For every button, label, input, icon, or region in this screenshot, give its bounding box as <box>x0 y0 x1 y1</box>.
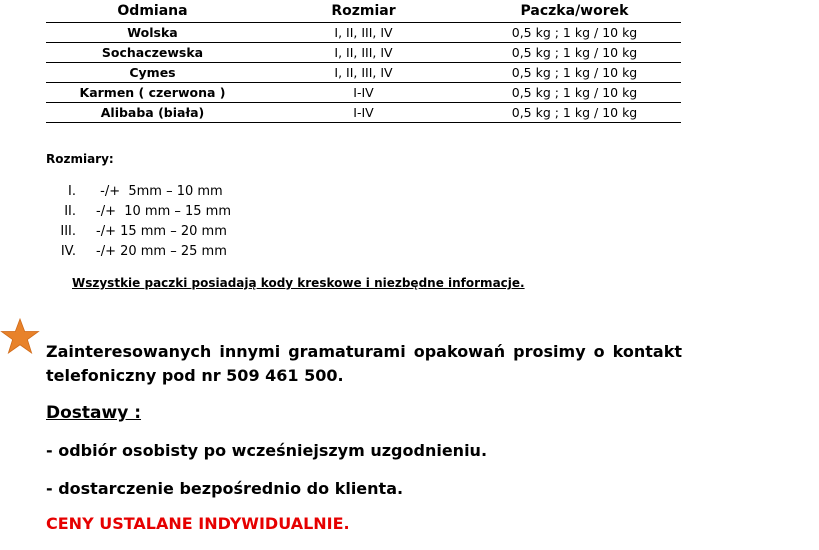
size-range: -/+ 10 mm – 15 mm <box>96 204 231 219</box>
list-item <box>46 202 346 222</box>
cell-variety: Sochaczewska <box>46 43 259 63</box>
list-number: I. <box>68 184 76 199</box>
barcode-note: Wszystkie paczki posiadają kody kreskowe i niezbędne informacje. <box>72 276 525 290</box>
products-table <box>46 0 681 123</box>
cell-size: I-IV <box>259 103 468 123</box>
cell-variety: Karmen ( czerwona ) <box>46 83 259 103</box>
list-item <box>46 222 346 242</box>
table-row <box>46 83 681 103</box>
cell-package: 0,5 kg ; 1 kg / 10 kg <box>468 103 681 123</box>
cell-package: 0,5 kg ; 1 kg / 10 kg <box>468 83 681 103</box>
size-range: -/+ 5mm – 10 mm <box>96 184 223 199</box>
cell-variety: Cymes <box>46 63 259 83</box>
table-row <box>46 23 681 43</box>
size-range: -/+ 15 mm – 20 mm <box>96 224 227 239</box>
cell-package: 0,5 kg ; 1 kg / 10 kg <box>468 63 681 83</box>
cell-variety: Wolska <box>46 23 259 43</box>
table-row <box>46 43 681 63</box>
cell-package: 0,5 kg ; 1 kg / 10 kg <box>468 23 681 43</box>
cell-size: I-IV <box>259 83 468 103</box>
table-row <box>46 103 681 123</box>
table-row <box>46 63 681 83</box>
list-item <box>46 182 346 202</box>
cell-size: I, II, III, IV <box>259 23 468 43</box>
list-number: II. <box>64 204 76 219</box>
sizes-list <box>46 182 346 262</box>
cell-size: I, II, III, IV <box>259 63 468 83</box>
delivery-option-pickup: - odbiór osobisty po wcześniejszym uzgodnieniu. <box>46 441 488 460</box>
deliveries-heading: Dostawy : <box>46 403 142 423</box>
header-size: Rozmiar <box>259 0 468 23</box>
header-variety: Odmiana <box>46 0 259 23</box>
size-range: -/+ 20 mm – 25 mm <box>96 244 227 259</box>
header-package: Paczka/worek <box>468 0 681 23</box>
prices-note: CENY USTALANE INDYWIDUALNIE. <box>46 514 350 533</box>
sizes-title: Rozmiary: <box>46 152 114 166</box>
star-icon <box>0 318 40 354</box>
cell-variety: Alibaba (biała) <box>46 103 259 123</box>
contact-paragraph: Zainteresowanych innymi gramaturami opakowań prosimy o kontakt telefoniczny pod nr 509 461 500. <box>46 342 682 385</box>
table-header-row <box>46 0 681 23</box>
list-number: IV. <box>60 244 76 259</box>
list-item <box>46 242 346 262</box>
delivery-option-direct: - dostarczenie bezpośrednio do klienta. <box>46 479 404 498</box>
cell-size: I, II, III, IV <box>259 43 468 63</box>
list-number: III. <box>60 224 76 239</box>
cell-package: 0,5 kg ; 1 kg / 10 kg <box>468 43 681 63</box>
